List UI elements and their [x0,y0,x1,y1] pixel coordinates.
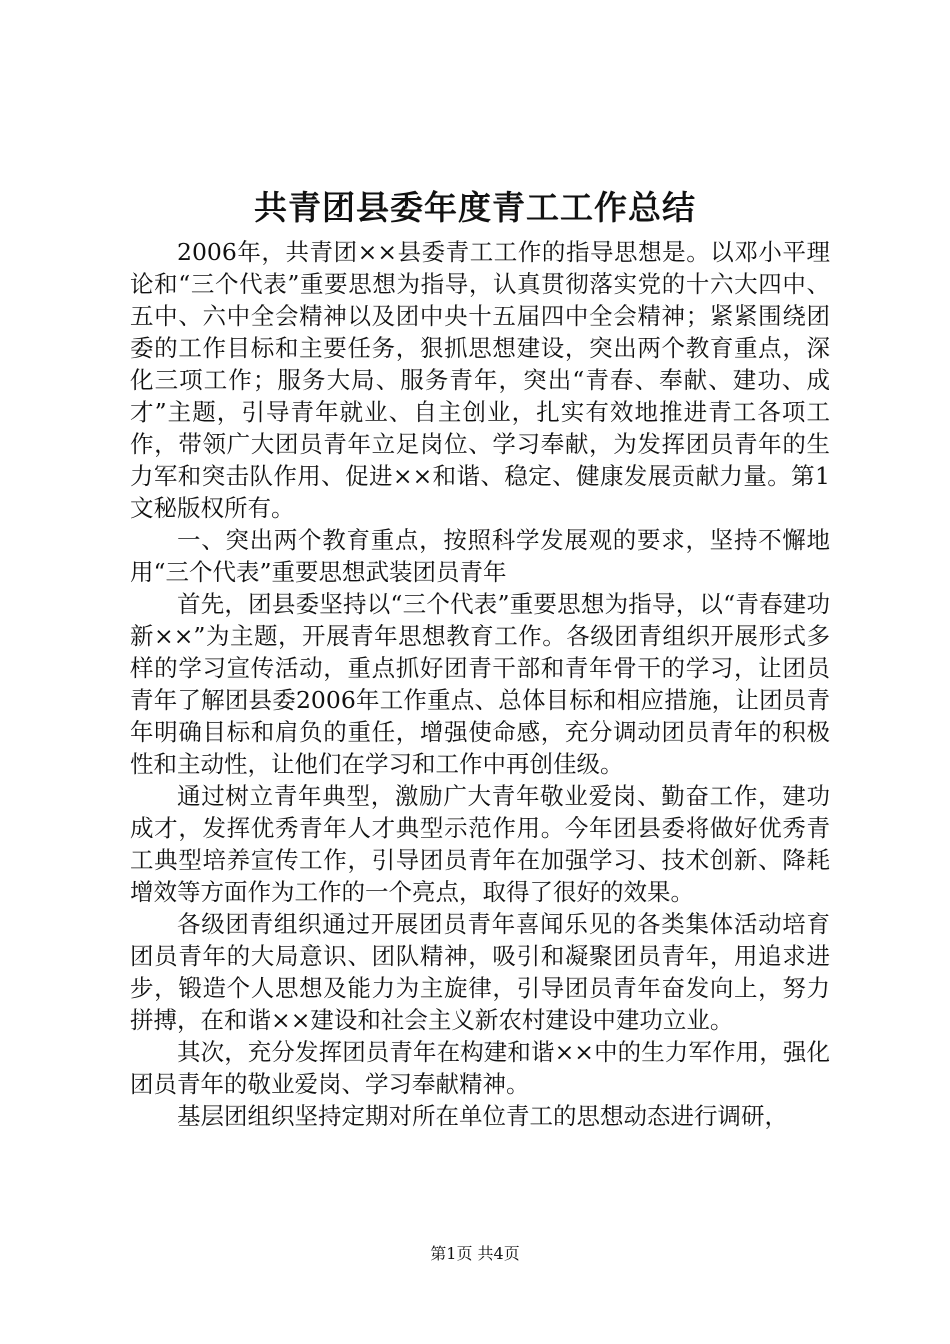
paragraph-guiding-ideology: 2006年，共青团××县委青工工作的指导思想是。以邓小平理论和“三个代表”重要思想为指导，认真贯彻落实党的十六大四中、五中、六中全会精神以及团中央十五届四中全会精神；紧紧围绕团委的工作目标和主要任务，狠抓思想建设，突出两个教育重点，深化三项工作；服务大局、服务青年，突出“青春、奉献、建功、成才”主题，引导青年就业、自主创业，扎实有效地推进青工各项工作，带领广大团员青年立足岗位、学习奉献，为发挥团员青年的生力军和突击队作用、促进××和谐、稳定、健康发展贡献力量。第1文秘版权所有。 [130,238,830,522]
paragraph-grassroots-research: 基层团组织坚持定期对所在单位青工的思想动态进行调研， [177,1102,788,1130]
paragraph-first-measure: 首先，团县委坚持以“三个代表”重要思想为指导，以“青春建功新××”为主题，开展青年思想教育工作。各级团青组织开展形式多样的学习宣传活动，重点抓好团青干部和青年骨干的学习，让团员青年了解团县委2006年工作重点、总体目标和相应措施，让团员青年明确目标和肩负的重任，增强使命感，充分调动团员青年的积极性和主动性，让他们在学习和工作中再创佳级。 [130,590,830,778]
paragraph-youth-models: 通过树立青年典型，激励广大青年敬业爱岗、勤奋工作，建功成才，发挥优秀青年人才典型示范作用。今年团县委将做好优秀青工典型培养宣传工作，引导团员青年在加强学习、技术创新、降耗增效等方面作为工作的一个亮点，取得了很好的效果。 [130,782,830,906]
paragraph-second-measure: 其次，充分发挥团员青年在构建和谐××中的生力军作用，强化团员青年的敬业爱岗、学习奉献精神。 [130,1038,830,1098]
document-body [130,236,830,1132]
paragraph-section-heading-1: 一、突出两个教育重点，按照科学发展观的要求，坚持不懈地用“三个代表”重要思想武装团员青年 [130,526,830,586]
paragraph-group-activities: 各级团青组织通过开展团员青年喜闻乐见的各类集体活动培育团员青年的大局意识、团队精神，吸引和凝聚团员青年，用追求进步，锻造个人思想及能力为主旋律，引导团员青年奋发向上，努力拼搏，在和谐××建设和社会主义新农村建设中建功立业。 [130,910,830,1034]
document-title: 共青团县委年度青工工作总结 [254,188,696,227]
page-footer: 第1页 共4页 [430,1244,520,1263]
